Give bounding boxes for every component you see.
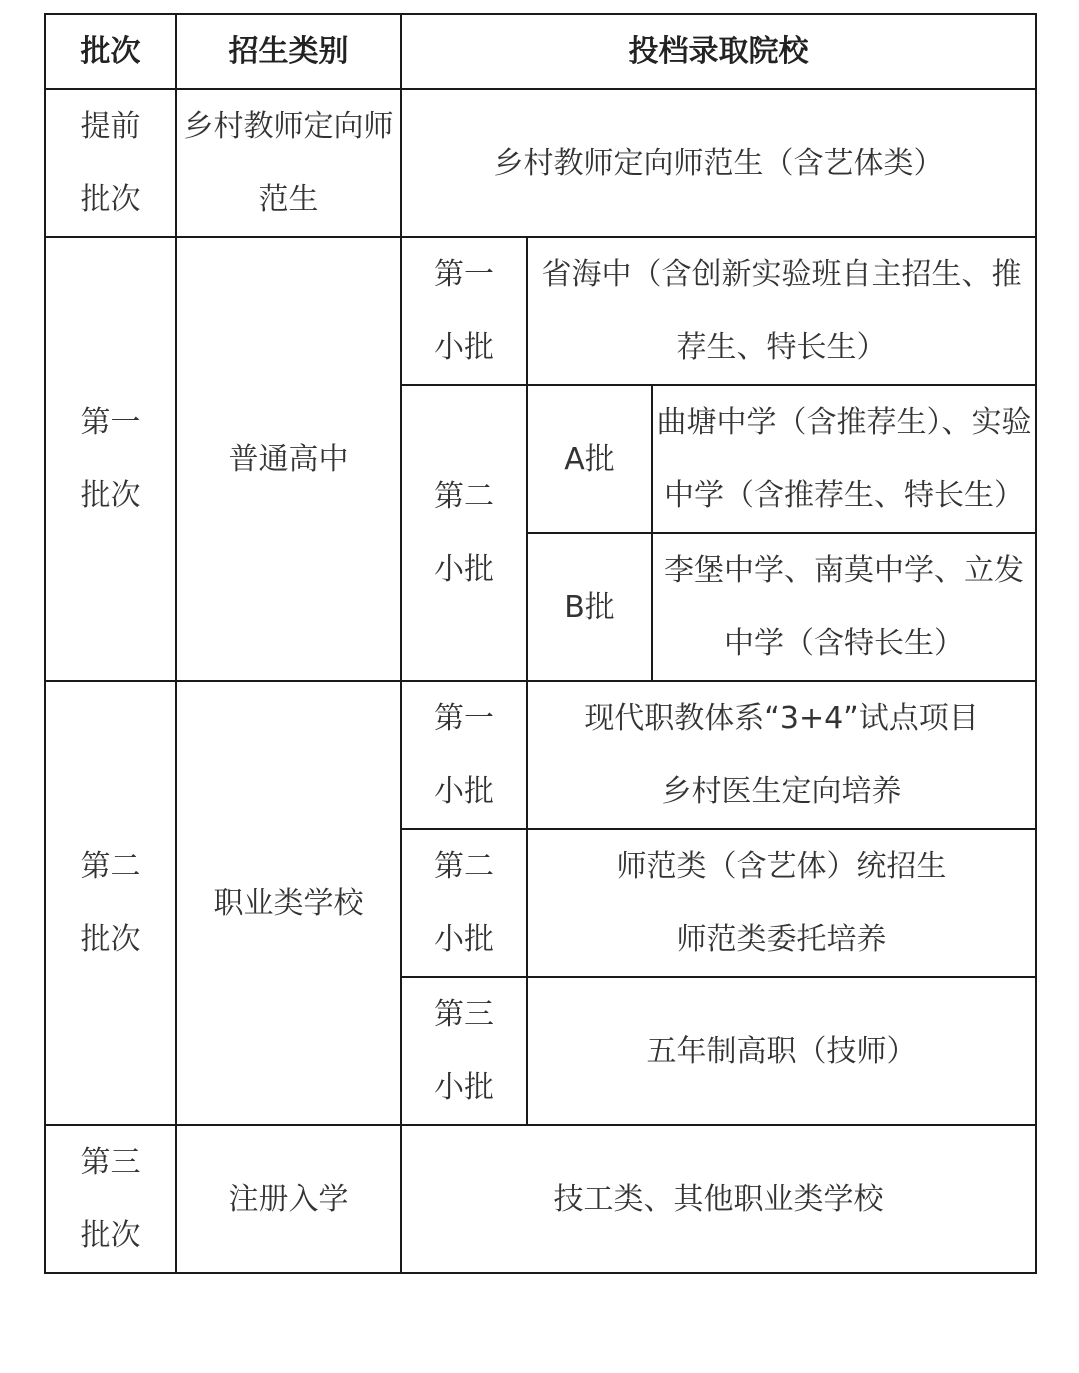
table-row-first-batch-sub1 bbox=[45, 237, 1036, 385]
admission-batch-table bbox=[44, 13, 1037, 1274]
sub-batch-line1: 第一 bbox=[434, 701, 494, 736]
sub-batch-line2: 小批 bbox=[434, 552, 494, 587]
schools-cell: 省海中（含创新实验班自主招生、推荐生、特长生） bbox=[527, 237, 1036, 385]
batch-label-line1: 提前 bbox=[80, 109, 141, 144]
sub-batch-line1: 第三 bbox=[434, 997, 494, 1032]
sub-batch-line1: 第一 bbox=[434, 257, 494, 292]
school-line: 师范类（含艺体）统招生 bbox=[616, 849, 947, 884]
sub-batch-label bbox=[401, 829, 527, 977]
sub-batch-line2: 小批 bbox=[434, 330, 494, 365]
sub-batch-label bbox=[401, 681, 527, 829]
sub-batch-line2: 小批 bbox=[434, 1070, 494, 1105]
header-batch: 批次 bbox=[45, 14, 176, 89]
category-cell-third: 注册入学 bbox=[176, 1125, 401, 1273]
schools-cell: 五年制高职（技师） bbox=[527, 977, 1036, 1125]
tier-label-b: B批 bbox=[527, 533, 652, 681]
batch-cell-first bbox=[45, 237, 176, 681]
batch-label-line2: 批次 bbox=[80, 182, 141, 217]
table-header-row bbox=[45, 14, 1036, 89]
batch-cell-second bbox=[45, 681, 176, 1125]
schools-cell-third: 技工类、其他职业类学校 bbox=[401, 1125, 1036, 1273]
sub-batch-label bbox=[401, 237, 527, 385]
sub-batch-label bbox=[401, 977, 527, 1125]
table-row-early-batch bbox=[45, 89, 1036, 237]
school-line: 师范类委托培养 bbox=[676, 922, 887, 957]
schools-cell bbox=[527, 681, 1036, 829]
header-schools: 投档录取院校 bbox=[401, 14, 1036, 89]
tier-label-a: A批 bbox=[527, 385, 652, 533]
schools-cell bbox=[527, 829, 1036, 977]
sub-batch-line1: 第二 bbox=[434, 479, 494, 514]
category-cell-first: 普通高中 bbox=[176, 237, 401, 681]
batch-label-line1: 第一 bbox=[80, 405, 141, 440]
header-category: 招生类别 bbox=[176, 14, 401, 89]
batch-label-line1: 第二 bbox=[80, 849, 141, 884]
schools-cell-early: 乡村教师定向师范生（含艺体类） bbox=[401, 89, 1036, 237]
batch-cell-third bbox=[45, 1125, 176, 1273]
sub-batch-line1: 第二 bbox=[434, 849, 494, 884]
category-cell-second: 职业类学校 bbox=[176, 681, 401, 1125]
sub-batch-label bbox=[401, 385, 527, 681]
batch-label-line2: 批次 bbox=[80, 922, 141, 957]
table-row-third-batch bbox=[45, 1125, 1036, 1273]
batch-label-line2: 批次 bbox=[80, 1218, 141, 1253]
schools-cell: 曲塘中学（含推荐生）、实验中学（含推荐生、特长生） bbox=[652, 385, 1036, 533]
batch-label-line2: 批次 bbox=[80, 478, 141, 513]
batch-cell-early bbox=[45, 89, 176, 237]
sub-batch-line2: 小批 bbox=[434, 922, 494, 957]
school-line: 乡村医生定向培养 bbox=[661, 774, 902, 809]
schools-cell: 李堡中学、南莫中学、立发中学（含特长生） bbox=[652, 533, 1036, 681]
batch-label-line1: 第三 bbox=[80, 1145, 141, 1180]
category-cell-early: 乡村教师定向师范生 bbox=[176, 89, 401, 237]
school-line: 现代职教体系“3+4”试点项目 bbox=[584, 701, 979, 736]
table-row-second-batch-sub1 bbox=[45, 681, 1036, 829]
sub-batch-line2: 小批 bbox=[434, 774, 494, 809]
